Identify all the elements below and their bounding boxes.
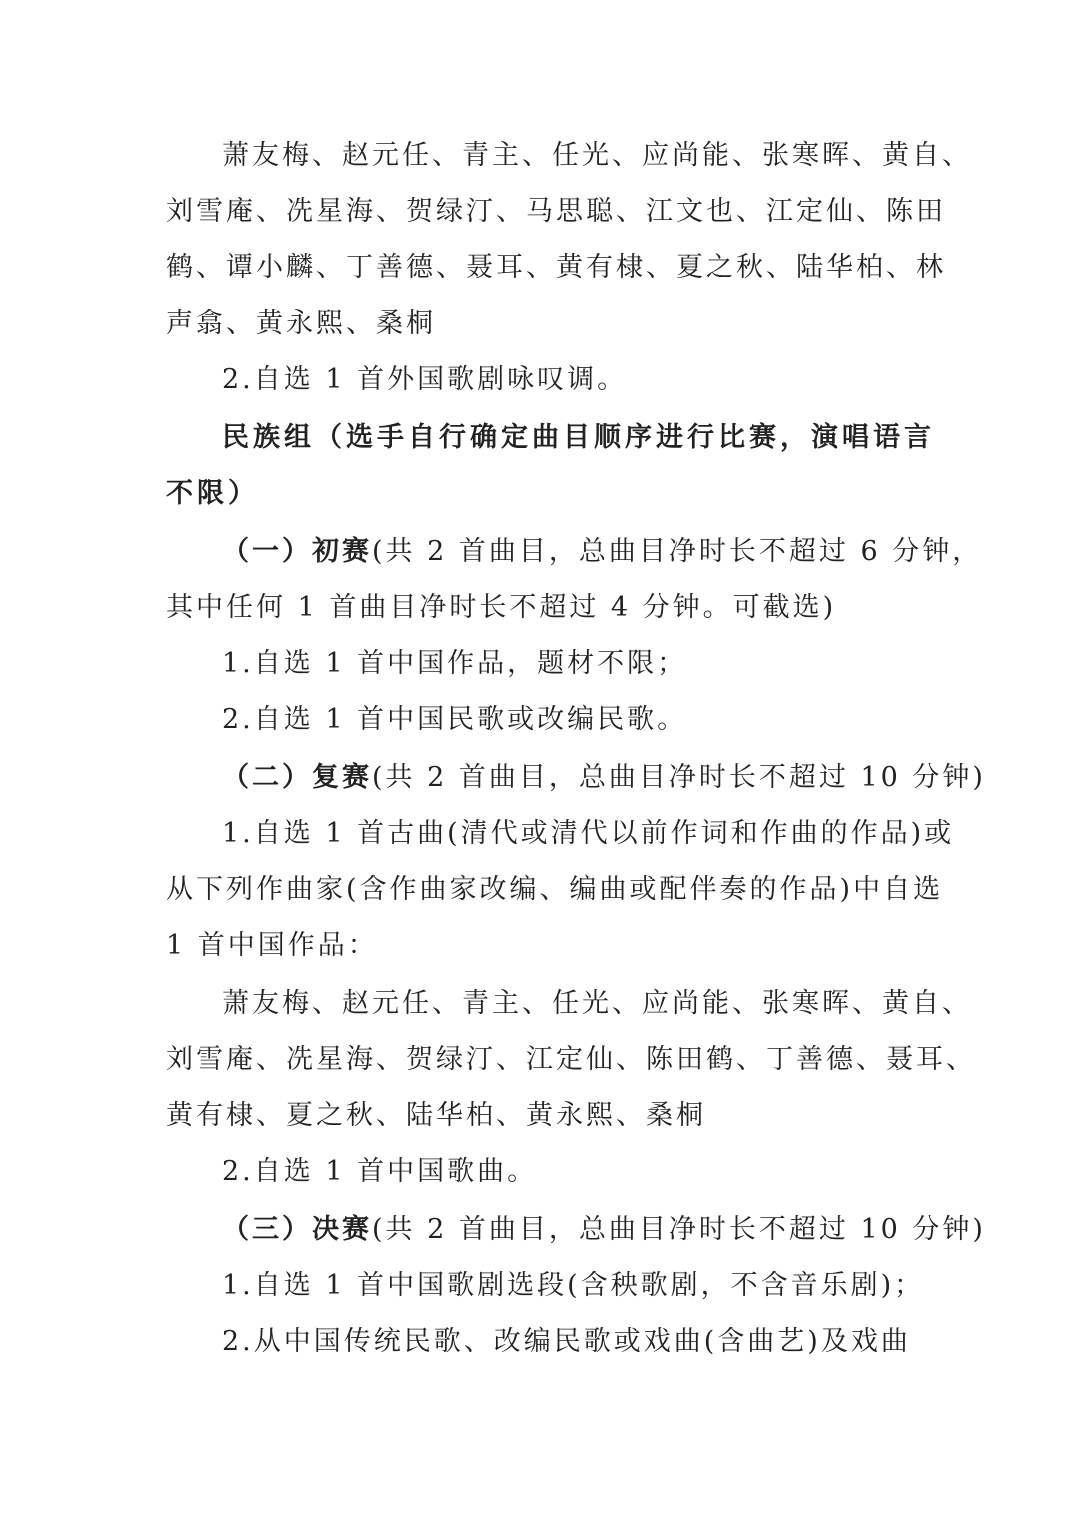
composer-list-line: 萧友梅、赵元任、青主、任光、应尚能、张寒晖、黄自、 xyxy=(222,140,972,171)
list-item: 2.自选 1 首中国民歌或改编民歌。 xyxy=(222,704,688,735)
list-item: 2.自选 1 首外国歌剧咏叹调。 xyxy=(222,364,628,395)
composer-list-line: 声翕、黄永熙、桑桐 xyxy=(166,308,436,339)
composer-list-line: 刘雪庵、冼星海、贺绿汀、江定仙、陈田鹤、丁善德、聂耳、 xyxy=(166,1044,976,1075)
section-description: (共 2 首曲目，总曲目净时长不超过 6 分钟， xyxy=(372,536,983,567)
list-item: 1.自选 1 首古曲(清代或清代以前作词和作曲的作品)或 xyxy=(222,818,955,849)
section-final xyxy=(222,1210,986,1250)
list-item: 1.自选 1 首中国歌剧选段(含秧歌剧，不含音乐剧)； xyxy=(222,1270,925,1301)
list-item: 1.自选 1 首中国作品，题材不限； xyxy=(222,648,688,679)
group-heading: 民族组（选手自行确定曲目顺序进行比赛，演唱语言 xyxy=(222,422,935,453)
composer-list-line: 黄有棣、夏之秋、陆华柏、黄永熙、桑桐 xyxy=(166,1100,706,1131)
section-description: (共 2 首曲目，总曲目净时长不超过 10 分钟) xyxy=(372,762,986,793)
section-semi xyxy=(222,758,986,798)
group-heading: 不限） xyxy=(166,478,259,509)
composer-list-line: 萧友梅、赵元任、青主、任光、应尚能、张寒晖、黄自、 xyxy=(222,988,972,1019)
paragraph-line: 1 首中国作品： xyxy=(166,930,378,961)
section-description: (共 2 首曲目，总曲目净时长不超过 10 分钟) xyxy=(372,1214,986,1245)
composer-list-line: 鹤、谭小麟、丁善德、聂耳、黄有棣、夏之秋、陆华柏、林 xyxy=(166,252,946,283)
list-item: 2.从中国传统民歌、改编民歌或戏曲(含曲艺)及戏曲 xyxy=(222,1326,911,1357)
section-heading: （一）初赛 xyxy=(222,536,372,567)
section-heading: （二）复赛 xyxy=(222,762,372,793)
paragraph-line: 其中任何 1 首曲目净时长不超过 4 分钟。可截选) xyxy=(166,592,837,623)
composer-list-line: 刘雪庵、冼星海、贺绿汀、马思聪、江文也、江定仙、陈田 xyxy=(166,196,946,227)
section-heading: （三）决赛 xyxy=(222,1214,372,1245)
section-prelim xyxy=(222,532,982,572)
paragraph-line: 从下列作曲家(含作曲家改编、编曲或配伴奏的作品)中自选 xyxy=(166,874,944,905)
list-item: 2.自选 1 首中国歌曲。 xyxy=(222,1156,538,1187)
